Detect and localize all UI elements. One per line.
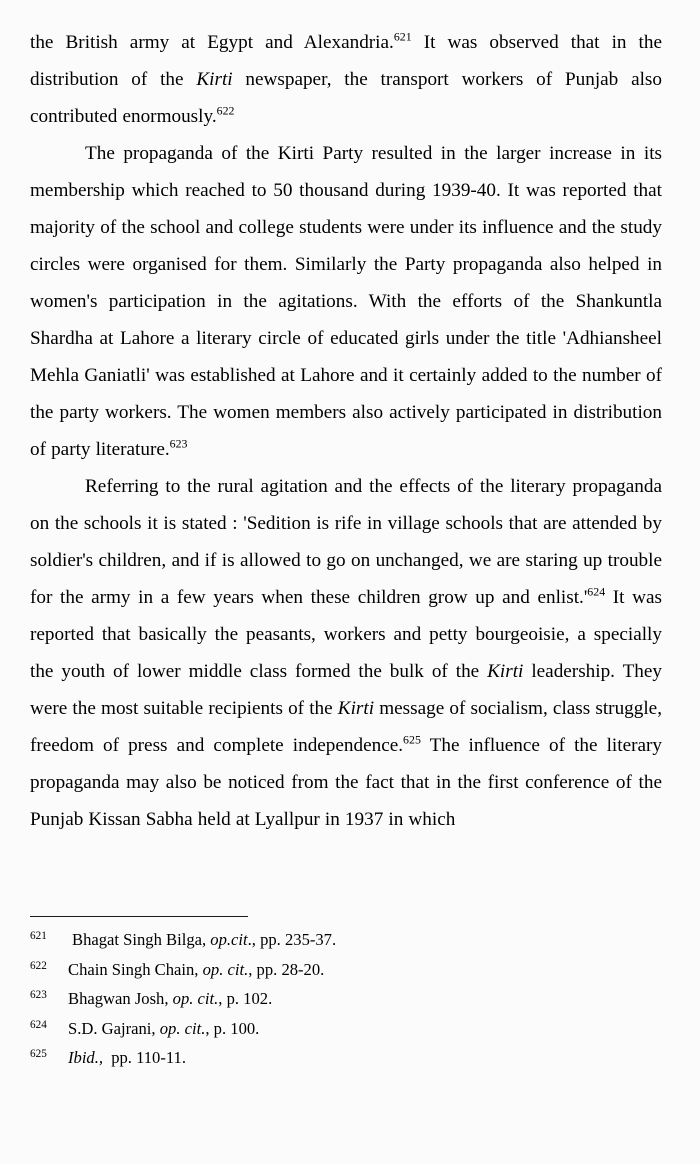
paragraph-3-text-a: Referring to the rural agitation and the effects of the literary propaganda on the schools it is stated : 'Sedition is rife in village schools that are attended by soldier's children, and if is allowed to go on unchanged, we are staring up trouble for the army in a few years when these children grow up and enlist.'	[30, 476, 662, 608]
footnote-citation-tail-621: .,	[247, 930, 256, 949]
footnote-author-624: S.D. Gajrani,	[68, 1018, 156, 1038]
footnote-author-621: Bhagat Singh Bilga,	[72, 930, 207, 949]
paragraph-2-text-a: The propaganda of the Kirti Party resulted in the larger increase in its membership which reached to 50 thousand during 1939-40. It was reported that majority of the school and college students were under its influence and the study circles were organised for them. Similarly the Party propaganda also helped in women's participation in the agitations. With the efforts of the Shankuntla Shardha at Lahore a literary circle of educated girls under the title 'Adhiansheel Mehla Ganiatli' was established at Lahore and it certainly added to the number of the party workers. The women members also actively participated in distribution of party literature.	[30, 143, 662, 460]
footnote-number-624[interactable]: 624	[30, 1018, 47, 1031]
footnote-ref-625[interactable]: 625	[403, 732, 421, 747]
paragraph-3-text-c: leadership. They were the most suitable recipients of the	[30, 661, 662, 719]
footnote-item-624	[30, 1014, 662, 1044]
footnote-citation-italic-624: op. cit.	[159, 1018, 206, 1038]
footnote-item-621	[30, 925, 662, 955]
paragraph-3-text-b: It was reported that basically the peasants, workers and petty bourgeoisie, a specially the youth of lower middle class formed the bulk of the	[30, 587, 662, 682]
paragraph-1	[30, 24, 662, 135]
footnote-citation-italic-621: op.cit	[210, 930, 248, 949]
footnote-block	[30, 916, 662, 1073]
footnote-citation-tail-624: ,	[205, 1018, 210, 1038]
footnote-number-623[interactable]: 623	[30, 989, 47, 1001]
footnote-number-622[interactable]: 622	[30, 959, 47, 972]
footnote-citation-italic-625: Ibid.,	[68, 1048, 104, 1067]
footnote-number-621[interactable]: 621	[30, 930, 47, 942]
footnote-text-625	[68, 1048, 186, 1067]
footnote-citation-italic-623: op. cit.	[172, 989, 219, 1008]
footnote-pages-625: pp. 110-11.	[111, 1048, 187, 1067]
footnote-number-625[interactable]: 625	[30, 1048, 47, 1060]
paragraph-1-text-a: the British army at Egypt and Alexandria.	[30, 32, 394, 53]
footnote-text-621	[68, 930, 336, 949]
footnote-separator-rule	[30, 916, 248, 917]
paragraph-1-text-b: It was observed that in the distribution of the	[30, 32, 662, 90]
footnote-citation-tail-622: ,	[248, 959, 253, 979]
footnote-item-625	[30, 1043, 662, 1073]
footnote-citation-italic-622: op. cit.	[202, 959, 249, 979]
footnote-ref-623[interactable]: 623	[169, 436, 188, 451]
paragraph-3-italic-kirti-2: Kirti	[337, 698, 375, 719]
footnote-author-622: Chain Singh Chain,	[68, 959, 199, 979]
footnote-item-623	[30, 984, 662, 1014]
paragraph-1-italic-kirti-1: Kirti	[196, 69, 233, 90]
footnote-text-623	[68, 989, 272, 1008]
paragraph-3-text-d: message of socialism, class struggle, freedom of press and complete independence.	[30, 698, 662, 756]
paragraph-1-text-c: newspaper, the transport workers of Punjab also contributed enormously.	[30, 69, 662, 127]
footnote-text-622	[68, 960, 324, 979]
footnote-ref-624[interactable]: 624	[587, 584, 606, 599]
footnote-author-623: Bhagwan Josh,	[68, 989, 169, 1008]
paragraph-3-text-e: The influence of the literary propaganda may also be noticed from the fact that in the first conference of the Punjab Kissan Sabha held at Lyallpur in 1937 in which	[30, 735, 662, 830]
footnote-ref-622[interactable]: 622	[216, 103, 235, 118]
footnote-pages-624: p. 100.	[213, 1018, 260, 1038]
paragraph-3	[30, 468, 662, 838]
paragraph-2	[30, 135, 662, 468]
page-text-column	[30, 24, 662, 838]
footnote-pages-622: pp. 28-20.	[256, 959, 325, 979]
paragraph-3-italic-kirti-1: Kirti	[487, 661, 524, 682]
footnote-pages-623: p. 102.	[226, 989, 273, 1008]
footnote-pages-621: pp. 235-37.	[260, 930, 337, 949]
footnote-citation-tail-623: ,	[218, 989, 223, 1008]
footnote-text-624	[68, 1019, 259, 1038]
footnote-item-622	[30, 955, 662, 985]
footnote-ref-621[interactable]: 621	[393, 29, 412, 44]
